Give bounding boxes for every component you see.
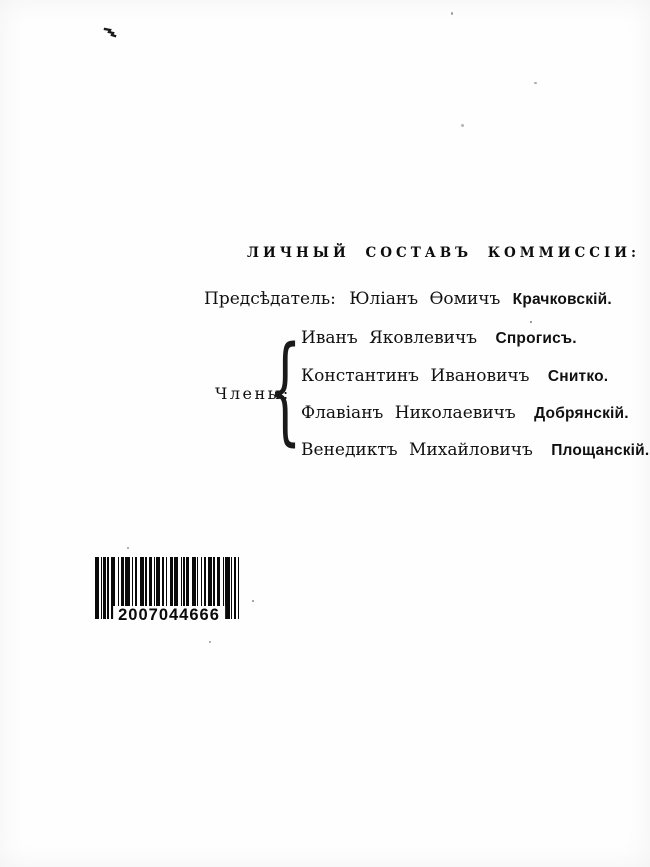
member-row <box>301 366 608 386</box>
member-given-names: Флавіанъ Николаевичъ <box>301 403 516 423</box>
scan-speck <box>461 124 464 127</box>
ink-mark <box>103 26 119 40</box>
member-surname: Спрогисъ. <box>495 330 577 347</box>
members-brace: { <box>268 320 302 458</box>
member-given-names: Венедиктъ Михайловичъ <box>301 440 533 460</box>
barcode-number: 2007044666 <box>113 606 225 625</box>
member-row <box>301 440 649 460</box>
scan-speck <box>534 82 537 84</box>
scan-speck <box>451 12 453 15</box>
scan-speck <box>252 600 254 602</box>
page-title: ЛИЧНЫЙ СОСТАВЪ КОММИССІИ: <box>247 245 640 261</box>
chairman-label: Предсѣдатель: <box>204 289 336 309</box>
scan-speck <box>127 547 129 549</box>
chairman-given-names: Юліанъ Ѳомичъ <box>349 289 501 309</box>
scan-speck <box>530 321 532 323</box>
members-label: Члены: <box>215 384 291 403</box>
member-surname: Площанскій. <box>551 442 650 459</box>
member-given-names: Константинъ Ивановичъ <box>301 366 530 386</box>
member-surname: Снитко. <box>547 368 609 385</box>
barcode <box>95 557 243 624</box>
member-surname: Добрянскій. <box>534 405 629 422</box>
chairman-surname: Крачковскій. <box>512 291 612 308</box>
member-row <box>301 403 629 423</box>
member-given-names: Иванъ Яковлевичъ <box>301 328 478 348</box>
member-row <box>301 328 577 348</box>
chairman-line <box>204 289 612 309</box>
scan-speck <box>209 641 211 643</box>
